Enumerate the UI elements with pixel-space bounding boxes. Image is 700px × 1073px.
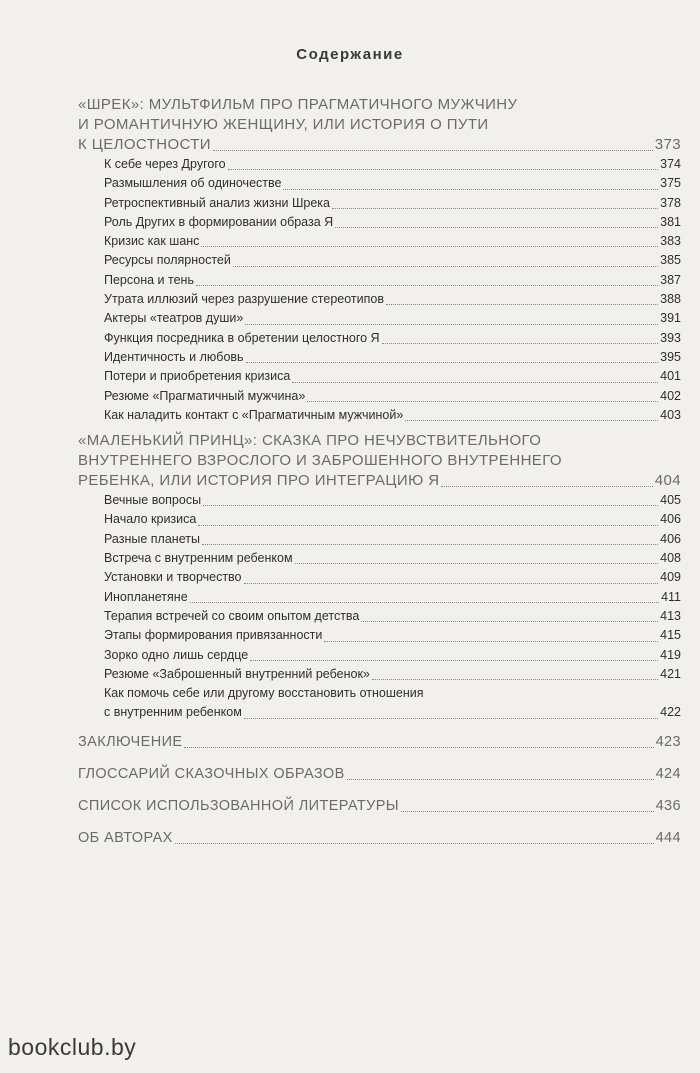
entry-title: Зорко одно лишь сердце (104, 647, 249, 662)
dot-leader (295, 563, 659, 564)
dot-leader (175, 843, 654, 844)
page-number: 403 (660, 407, 681, 422)
toc-entry (104, 491, 681, 510)
entry-title: Как наладить контакт с «Прагматичным мужчиной» (104, 407, 404, 422)
toc-conclusion (78, 732, 681, 752)
page-number: 381 (660, 214, 681, 229)
dot-leader (233, 266, 658, 267)
page-number: 444 (655, 829, 681, 846)
entry-title: Ресурсы полярностей (104, 253, 231, 268)
dot-leader (332, 208, 658, 209)
part-title-line: РЕБЕНКА, ИЛИ ИСТОРИЯ ПРО ИНТЕГРАЦИЮ Я (78, 472, 440, 490)
entry-title: Ретроспективный анализ жизни Шрека (104, 195, 331, 210)
entry-title: Утрата иллюзий через разрушение стереотипов (104, 292, 384, 307)
page-number: 378 (660, 195, 681, 210)
entry-title: Кризис как шанс (104, 234, 200, 249)
toc-entry (104, 309, 681, 328)
dot-leader (228, 169, 659, 170)
toc-entry (104, 626, 681, 645)
dot-leader (246, 362, 659, 363)
dot-leader (245, 324, 658, 325)
page-number: 409 (660, 570, 681, 585)
dot-leader (244, 718, 658, 719)
toc-entry (104, 549, 681, 568)
toc-entry (104, 406, 681, 425)
part-title-line: «МАЛЕНЬКИЙ ПРИНЦ»: СКАЗКА ПРО НЕЧУВСТВИТЕЛЬНОГО (78, 432, 542, 450)
page-number: 404 (654, 472, 681, 490)
entry-title: Установки и творчество (104, 570, 242, 585)
page-number: 436 (655, 797, 681, 814)
entry-title: Идентичность и любовь (104, 349, 244, 364)
toc-glossary (78, 764, 681, 784)
part-title-line: ВНУТРЕННЕГО ВЗРОСЛОГО И ЗАБРОШЕННОГО ВНУТРЕННЕГО (78, 452, 562, 470)
table-of-contents (78, 95, 681, 848)
page-number: 405 (660, 493, 681, 508)
toc-part-shrek (78, 95, 681, 155)
toc-entry (104, 251, 681, 270)
dot-leader (184, 747, 653, 748)
dot-leader (244, 583, 659, 584)
entry-title: Персона и тень (104, 272, 194, 287)
page-number: 401 (660, 369, 681, 384)
part-title-last-row (78, 135, 681, 155)
dot-leader (196, 285, 658, 286)
entry-title: Этапы формирования привязанности (104, 628, 323, 643)
page-number: 383 (660, 234, 681, 249)
toc-entry (104, 607, 681, 626)
entry-title: Потери и приобретения кризиса (104, 369, 291, 384)
toc-entry (104, 703, 681, 722)
dot-leader (335, 227, 658, 228)
entry-title: Разные планеты (104, 531, 200, 546)
dot-leader (203, 505, 658, 506)
page-number: 423 (655, 733, 681, 750)
part-title-line: И РОМАНТИЧНУЮ ЖЕНЩИНУ, ИЛИ ИСТОРИЯ О ПУТИ (78, 116, 489, 133)
part-title-last-row (78, 471, 681, 491)
toc-entry (104, 329, 681, 348)
entry-title: ГЛОССАРИЙ СКАЗОЧНЫХ ОБРАЗОВ (78, 765, 345, 782)
toc-sections-little-prince (104, 491, 681, 723)
dot-leader (405, 420, 658, 421)
dot-leader (190, 602, 659, 603)
dot-leader (283, 189, 658, 190)
site-watermark: bookclub.by (8, 1034, 137, 1060)
entry-title: Встреча с внутренним ребенком (104, 551, 293, 566)
entry-title: Актеры «театров души» (104, 311, 244, 326)
part-title-line: «ШРЕК»: МУЛЬТФИЛЬМ ПРО ПРАГМАТИЧНОГО МУЖЧИНУ (78, 96, 518, 113)
dot-leader (213, 150, 653, 151)
dot-leader (361, 621, 658, 622)
dot-leader (292, 382, 658, 383)
entry-title: Терапия встречей со своим опытом детства (104, 608, 360, 623)
page-title: Содержание (296, 46, 404, 63)
page-number: 419 (660, 647, 681, 662)
page-number: 408 (660, 551, 681, 566)
entry-title-line: Как помочь себе или другому восстановить отношения (104, 686, 424, 701)
page-number: 406 (660, 512, 681, 527)
dot-leader (250, 660, 658, 661)
dot-leader (198, 525, 658, 526)
entry-title: СПИСОК ИСПОЛЬЗОВАННОЙ ЛИТЕРАТУРЫ (78, 797, 400, 814)
toc-entry (104, 348, 681, 367)
toc-entry (104, 174, 681, 193)
dot-leader (372, 679, 658, 680)
page-number: 413 (660, 608, 681, 623)
toc-entry (104, 367, 681, 386)
dot-leader (441, 486, 652, 487)
toc-entry (104, 194, 681, 213)
page-number: 391 (660, 311, 681, 326)
page-number: 411 (661, 589, 681, 604)
toc-sections-shrek (104, 155, 681, 425)
toc-entry (104, 387, 681, 406)
page-number: 424 (655, 765, 681, 782)
toc-part-little-prince (78, 431, 681, 491)
toc-entry (104, 530, 681, 549)
toc-entry (104, 510, 681, 529)
toc-entry (104, 213, 681, 232)
entry-title: Резюме «Заброшенный внутренний ребенок» (104, 666, 370, 681)
toc-entry (104, 588, 681, 607)
toc-bibliography (78, 796, 681, 816)
page-number: 387 (660, 272, 681, 287)
page-number: 402 (660, 388, 681, 403)
page-number: 375 (660, 176, 681, 191)
page-number: 388 (660, 292, 681, 307)
page-number: 385 (660, 253, 681, 268)
toc-about-authors (78, 828, 681, 848)
dot-leader (386, 304, 658, 305)
entry-title: К себе через Другого (104, 157, 226, 171)
dot-leader (401, 811, 654, 812)
dot-leader (347, 779, 654, 780)
toc-entry (104, 665, 681, 684)
page-number: 374 (660, 157, 681, 171)
dot-leader (307, 401, 658, 402)
toc-entry (104, 290, 681, 309)
entry-title: Начало кризиса (104, 512, 197, 527)
entry-title: Инопланетяне (104, 589, 188, 604)
toc-entry (104, 271, 681, 290)
dot-leader (382, 343, 659, 344)
toc-entry (104, 232, 681, 251)
toc-entry (104, 646, 681, 665)
dot-leader (202, 544, 658, 545)
entry-title: ОБ АВТОРАХ (78, 829, 173, 846)
entry-title: Вечные вопросы (104, 493, 202, 508)
toc-entry (104, 155, 681, 174)
entry-title: Размышления об одиночестве (104, 176, 282, 191)
entry-title: Функция посредника в обретении целостного Я (104, 330, 380, 345)
page-number: 373 (654, 136, 681, 153)
dot-leader (201, 246, 658, 247)
page-number: 395 (660, 349, 681, 364)
toc-entry (104, 568, 681, 587)
page-number: 393 (660, 330, 681, 345)
entry-title: Роль Других в формировании образа Я (104, 214, 334, 229)
page-number: 415 (660, 628, 681, 643)
entry-title: ЗАКЛЮЧЕНИЕ (78, 733, 183, 750)
entry-title: Резюме «Прагматичный мужчина» (104, 388, 306, 403)
page-number: 422 (660, 705, 681, 720)
page-number: 421 (660, 666, 681, 681)
part-title-line: К ЦЕЛОСТНОСТИ (78, 136, 211, 153)
entry-title: с внутренним ребенком (104, 705, 242, 720)
page-number: 406 (660, 531, 681, 546)
dot-leader (324, 641, 658, 642)
